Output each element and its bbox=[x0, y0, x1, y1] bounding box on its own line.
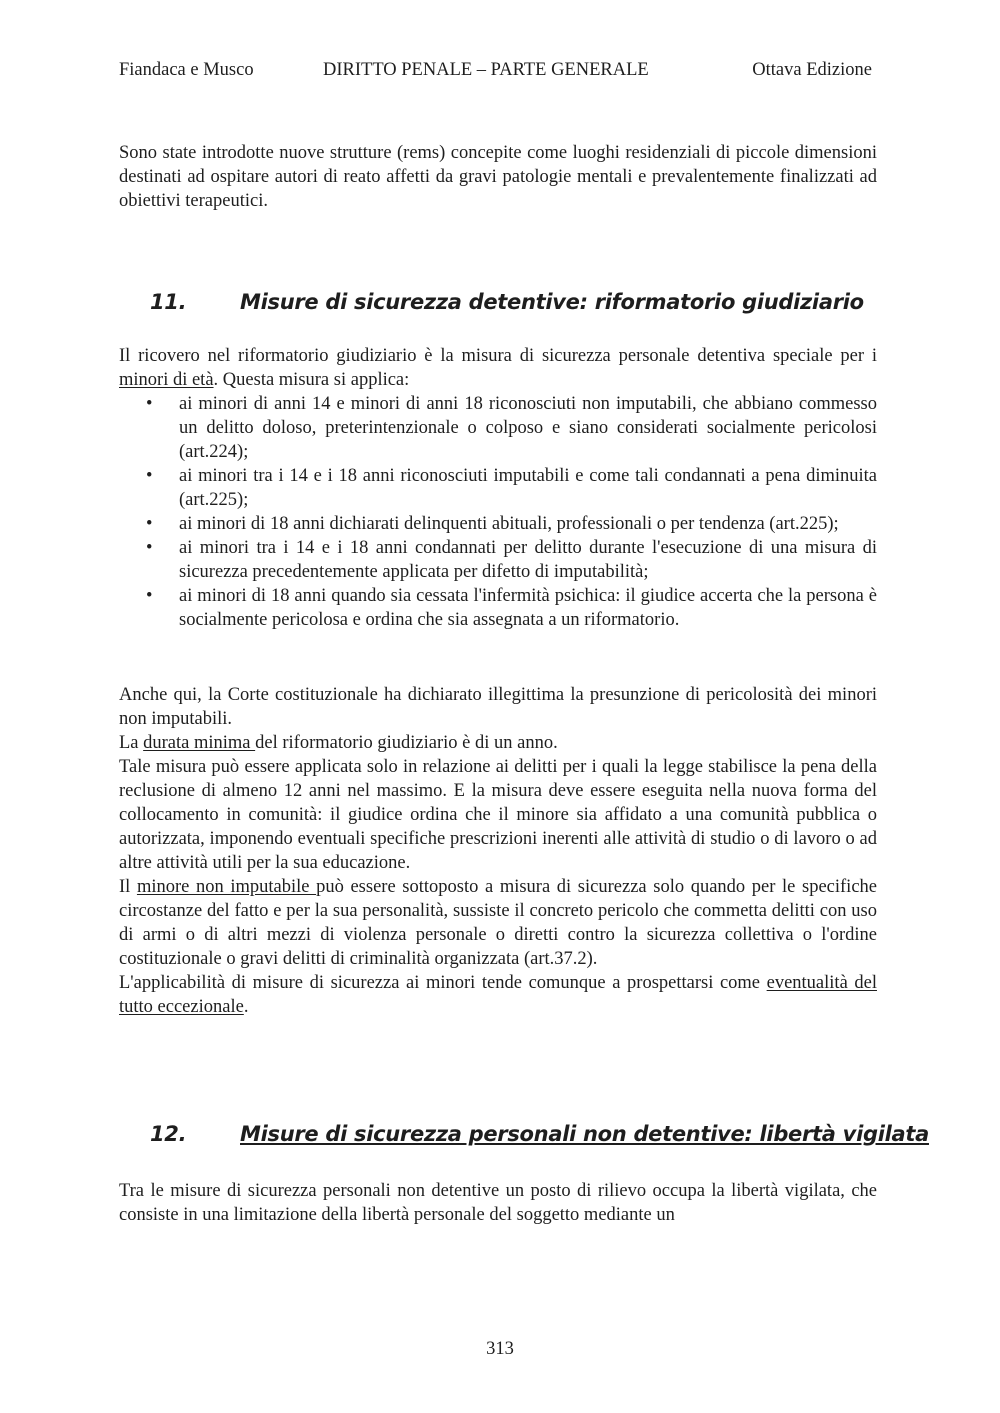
section-12-title: Misure di sicurezza personali non detentive: libertà vigilata bbox=[240, 1122, 929, 1146]
section-11-paragraph-3: La durata minima del riformatorio giudiziario è di un anno. bbox=[119, 733, 558, 753]
header-edition: Ottava Edizione bbox=[752, 60, 872, 80]
list-item: • ai minori di anni 14 e minori di anni 18 riconosciuti non imputabili, che abbiano commesso un delitto doloso, preterintenzionale o colposo e siano considerati socialmente pericolosi (art.224); bbox=[119, 392, 877, 464]
header-authors: Fiandaca e Musco bbox=[119, 60, 254, 80]
section-11-title: Misure di sicurezza detentive: riformatorio giudiziario bbox=[240, 290, 864, 314]
section-11-paragraph-6: L'applicabilità di misure di sicurezza ai minori tende comunque a prospettarsi come eventualità del tutto eccezionale. bbox=[119, 973, 877, 1017]
page-number: 313 bbox=[486, 1339, 514, 1359]
section-11-body bbox=[119, 344, 877, 632]
section-11-paragraph-5: Il minore non imputabile può essere sottoposto a misura di sicurezza solo quando per le specifiche circostanze del fatto e per la sua personalità, sussiste il concreto pericolo che commetta delitti con uso di armi o di altri mezzi di violenza personale o diretti contro la sicurezza collettiva o l'ordine costituzionale o gravi delitti di criminalità organizzata (art.37.2). bbox=[119, 877, 877, 969]
bullet-list bbox=[119, 392, 877, 632]
section-11-body-continued bbox=[119, 683, 877, 1019]
list-item: • ai minori tra i 14 e i 18 anni condannati per delitto durante l'esecuzione di una misura di sicurezza precedentemente applicata per difetto di imputabilità; bbox=[119, 536, 877, 584]
section-11-number: 11. bbox=[150, 290, 187, 314]
list-item: • ai minori di 18 anni quando sia cessata l'infermità psichica: il giudice accerta che la persona è socialmente pericolosa e ordina che sia assegnata a un riformatorio. bbox=[119, 584, 877, 632]
header-book-title: DIRITTO PENALE – PARTE GENERALE bbox=[323, 60, 649, 80]
list-item: • ai minori di 18 anni dichiarati delinquenti abituali, professionali o per tendenza (art.225); bbox=[119, 512, 877, 536]
underlined-term: durata minima bbox=[143, 733, 256, 753]
running-header bbox=[119, 58, 872, 84]
section-11-paragraph-2: Anche qui, la Corte costituzionale ha dichiarato illegittima la presunzione di pericolosità dei minori non imputabili. bbox=[119, 685, 877, 729]
section-11-paragraph-4: Tale misura può essere applicata solo in relazione ai delitti per i quali la legge stabilisce la pena della reclusione di almeno 12 anni nel massimo. E la misura deve essere eseguita nella nuova forma del collocamento in comunità: il giudice ordina che il minore sia affidato a una comunità pubblica o autorizzata, imponendo eventuali specifiche prescrizioni inerenti alle attività di studio o di lavoro o ad altre attività utili per la sua educazione. bbox=[119, 757, 877, 873]
section-11-paragraph-1: Il ricovero nel riformatorio giudiziario è la misura di sicurezza personale detentiva speciale per i minori di età. Questa misura si applica: bbox=[119, 346, 877, 390]
intro-paragraph: Sono state introdotte nuove strutture (rems) concepite come luoghi residenziali di piccole dimensioni destinati ad ospitare autori di reato affetti da gravi patologie mentali e prevalentemente finalizzati ad obiettivi terapeutici. bbox=[119, 143, 877, 211]
section-12-number: 12. bbox=[150, 1122, 187, 1146]
underlined-term: eventualità del tutto eccezionale bbox=[119, 973, 877, 1017]
list-item: • ai minori tra i 14 e i 18 anni riconosciuti imputabili e come tali condannati a pena diminuita (art.225); bbox=[119, 464, 877, 512]
underlined-term: minore non imputabile bbox=[136, 877, 317, 897]
section-12-paragraph-1: Tra le misure di sicurezza personali non detentive un posto di rilievo occupa la libertà vigilata, che consiste in una limitazione della libertà personale del soggetto mediante un bbox=[119, 1181, 877, 1225]
underlined-term: minori di età bbox=[119, 370, 214, 390]
